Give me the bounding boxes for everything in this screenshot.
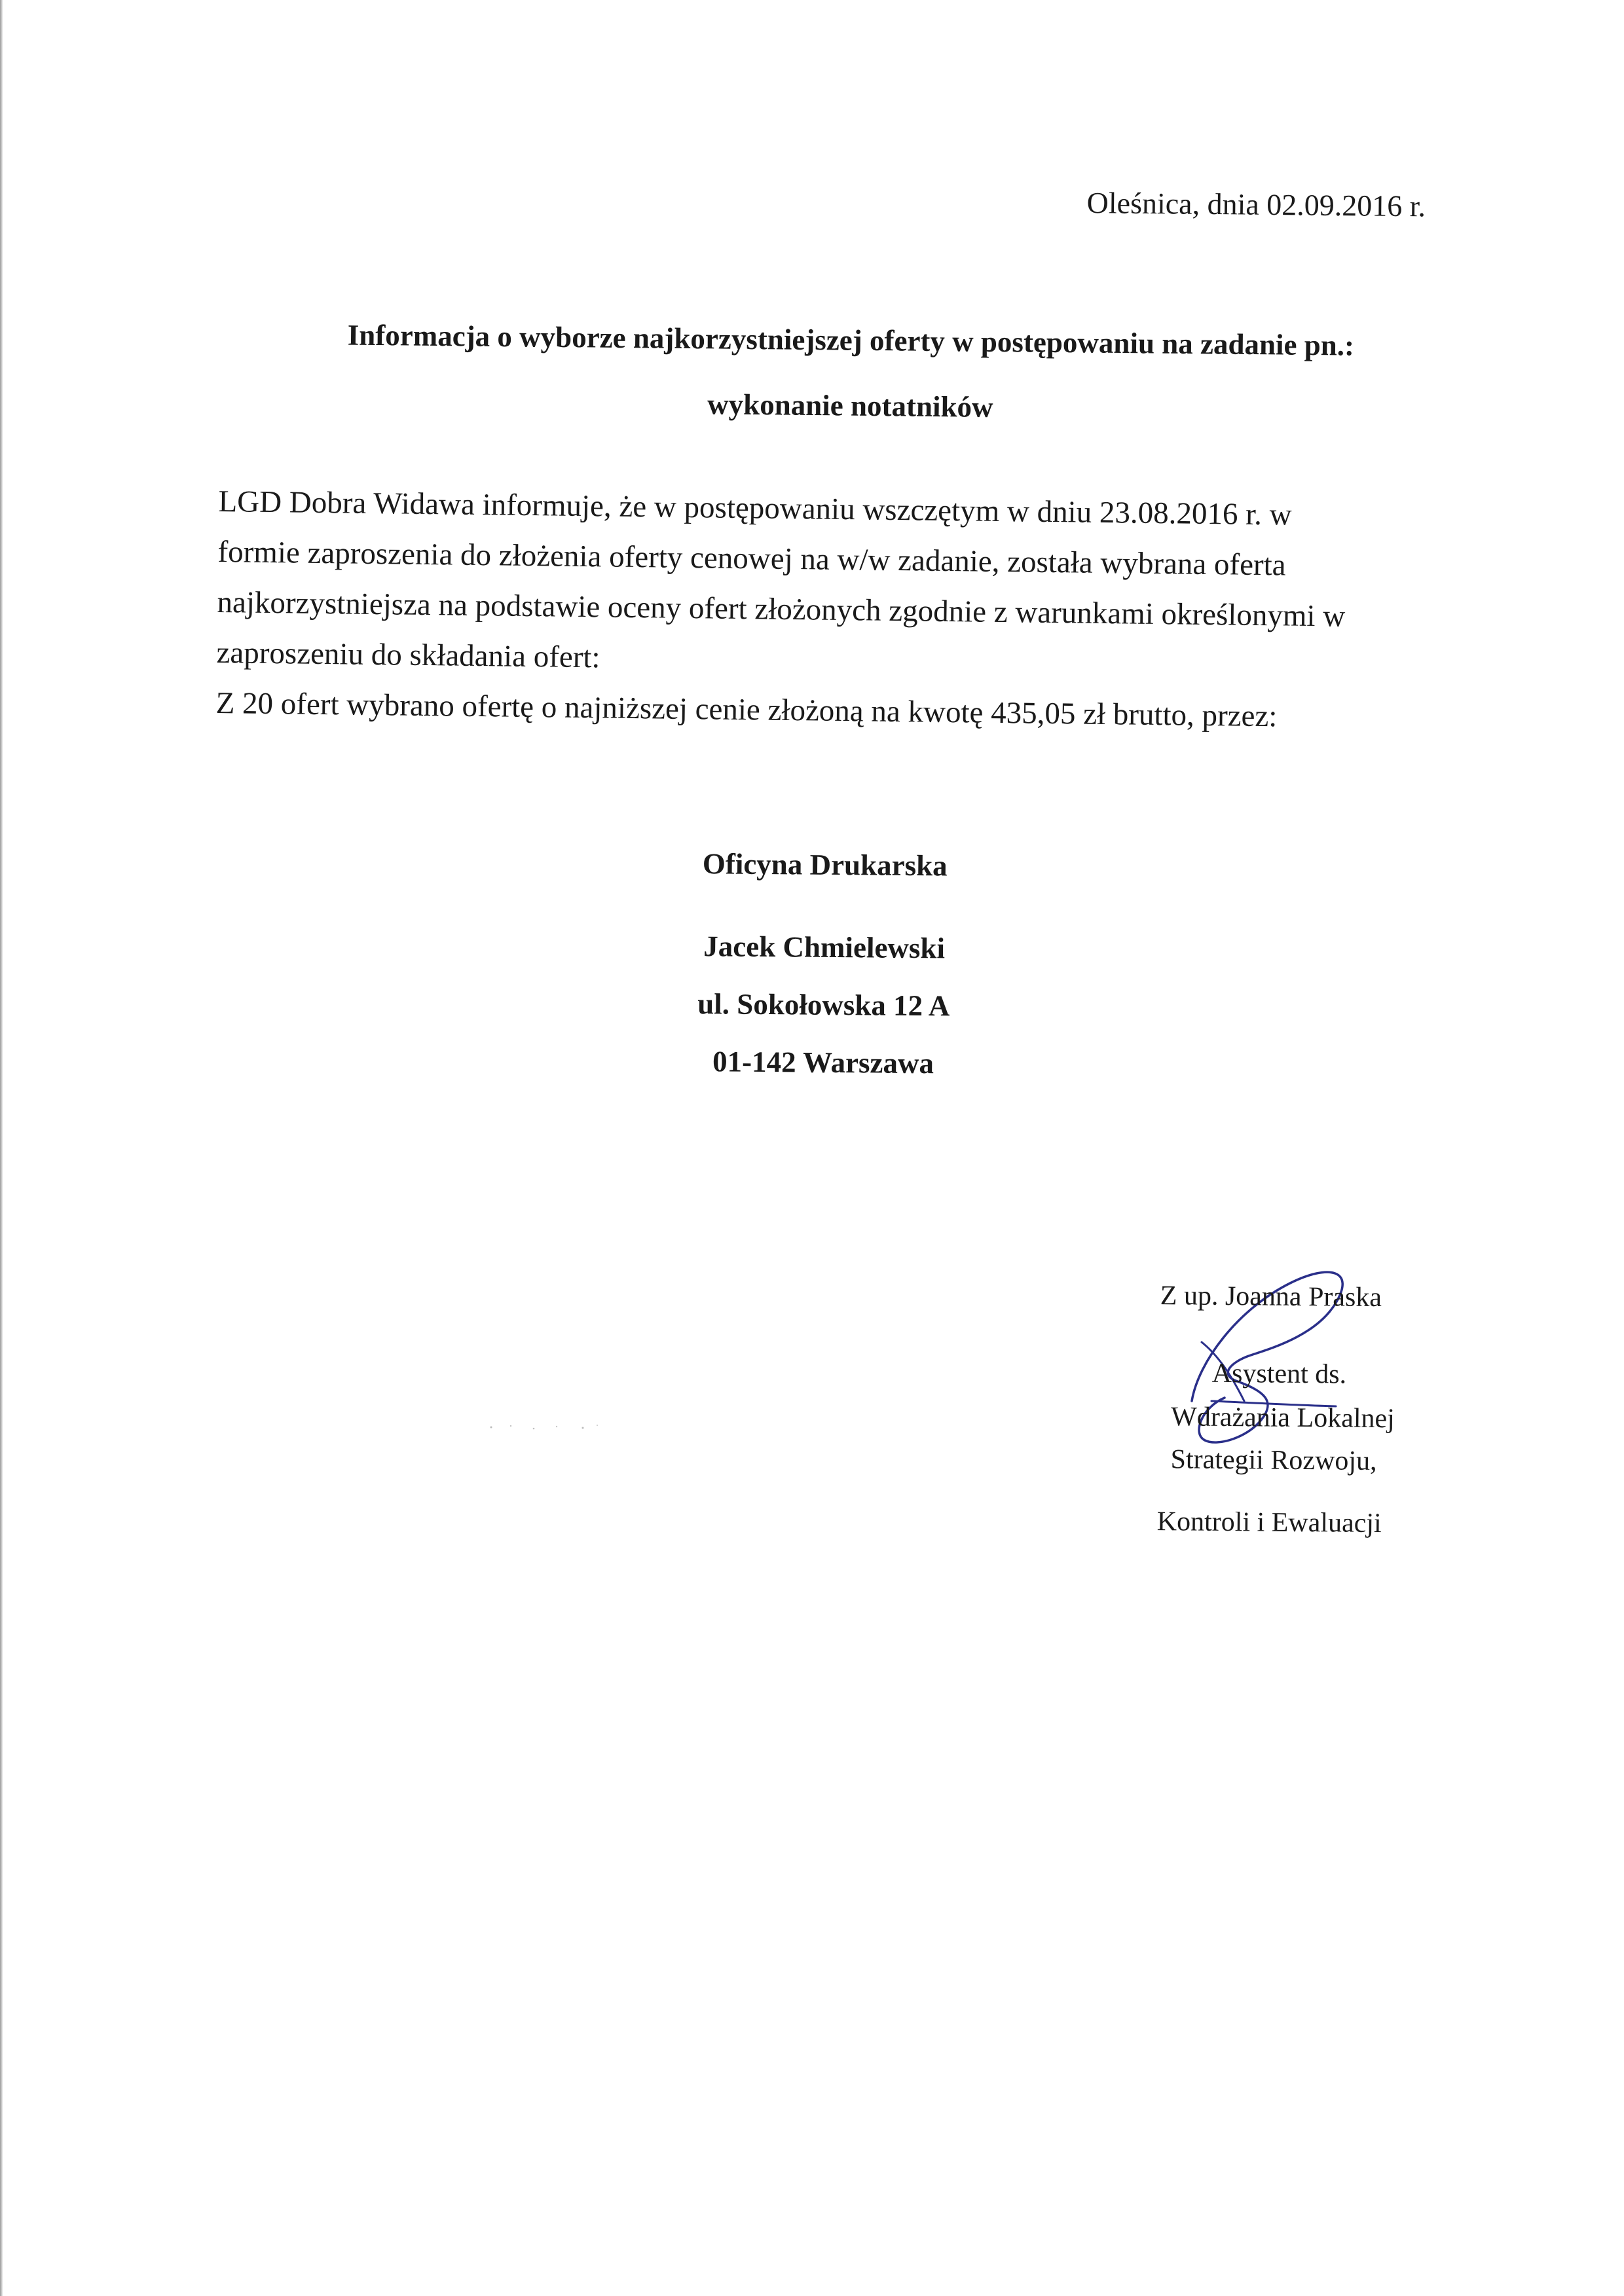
body-line-5: Z 20 ofert wybrano ofertę o najniższej cenie złożoną na kwotę 435,05 zł brutto, przez: xyxy=(215,685,1278,734)
signature-line-2: Asystent ds. xyxy=(1211,1358,1347,1390)
winner-street: ul. Sokołowska 12 A xyxy=(697,987,950,1023)
body-line-4: zaproszeniu do składania ofert: xyxy=(216,635,600,675)
title-line-1: Informacja o wyborze najkorzystniejszej oferty w postępowaniu na zadanie pn.: xyxy=(347,318,1355,362)
body-line-1: LGD Dobra Widawa informuje, że w postępowaniu wszczętym w dniu 23.08.2016 r. w xyxy=(218,484,1292,532)
title-line-2: wykonanie notatników xyxy=(707,388,993,424)
signature-line-4: Strategii Rozwoju, xyxy=(1170,1444,1377,1476)
body-line-2: formie zaproszenia do złożenia oferty cenowej na w/w zadanie, została wybrana oferta xyxy=(217,534,1286,583)
winner-owner: Jacek Chmielewski xyxy=(703,930,946,965)
signature-line-1: Z up. Joanna Praska xyxy=(1160,1281,1382,1313)
place-date: Oleśnica, dnia 02.09.2016 r. xyxy=(1086,185,1426,223)
winner-company: Oficyna Drukarska xyxy=(702,847,948,883)
document-title xyxy=(248,301,1454,445)
scan-page-edge xyxy=(0,0,3,2296)
letter-body xyxy=(215,477,1463,744)
body-line-3: najkorzystniejsza na podstawie oceny ofert złożonych zgodnie z warunkami określonymi w xyxy=(217,585,1346,634)
scan-speckles xyxy=(485,1414,616,1440)
winner-address xyxy=(614,843,1035,1093)
signature-line-5: Kontroli i Ewaluacji xyxy=(1156,1506,1382,1539)
winner-city: 01-142 Warszawa xyxy=(712,1045,934,1080)
signature-line-3: Wdrażania Lokalnej xyxy=(1170,1402,1395,1434)
